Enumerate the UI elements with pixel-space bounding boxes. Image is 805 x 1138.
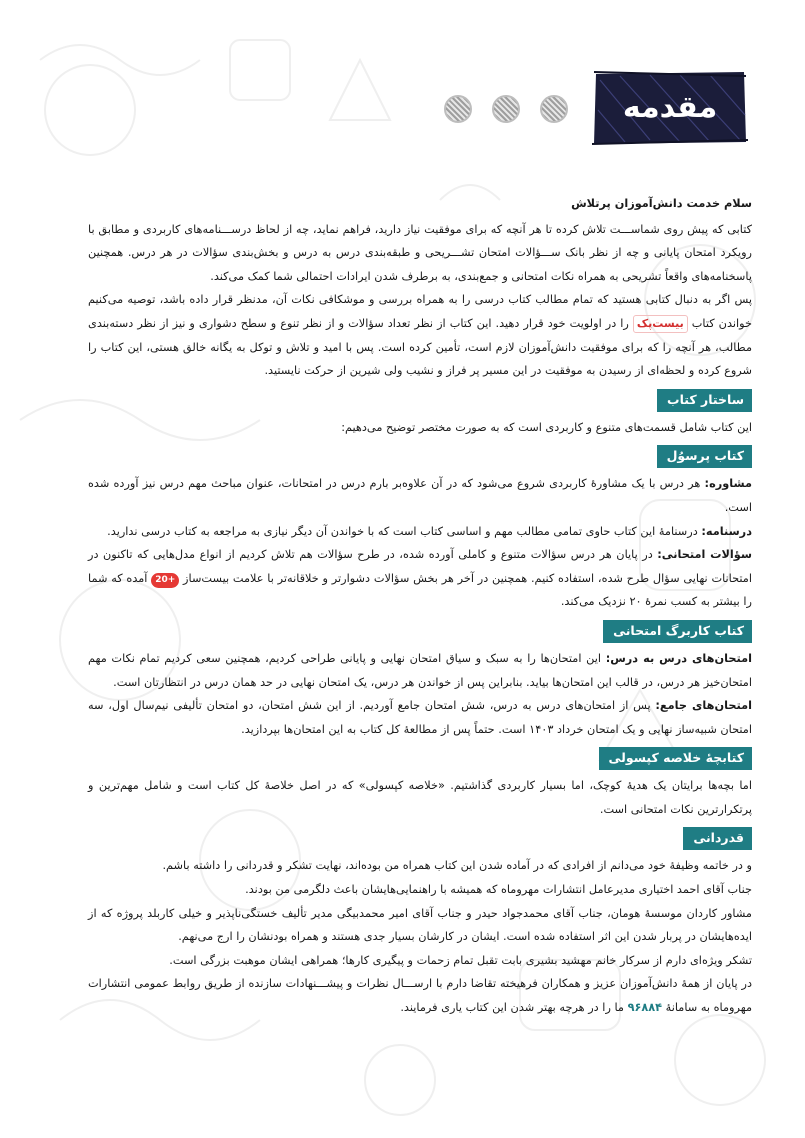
plus-twenty-badge-icon: +20: [151, 573, 179, 588]
heading-thanks: قدردانی: [683, 827, 752, 850]
term: امتحان‌های درس به درس:: [605, 651, 752, 665]
dot-icon: [492, 95, 520, 123]
booklet-text: اما بچه‌ها برایتان یک هدیهٔ کوچک، اما بسیار کاربردی گذاشتیم. «خلاصه کپسولی» که در اصل خلاصهٔ کل کتاب است و شامل مهم‌ترین و پرتکرارترین نکات امتحانی است.: [88, 779, 752, 816]
sms-number: ۹۶۸۸۴: [627, 1001, 663, 1015]
term-text-2: آمده که شما را بیشتر به کسب نمرهٔ ۲۰ نزدیک می‌کند.: [88, 571, 752, 609]
section-title-badge: [590, 70, 750, 145]
dot-icon: [540, 95, 568, 123]
book2-item-lesson-exams: [88, 647, 752, 694]
term-text: در پایان هر درس سؤالات متنوع و کاملی آورده شده، در طرح سؤالات هم تلاش کردیم از انواع مدل‌هایی که تاکنون در امتحانات نهایی سؤال طرح شده، استفاده کنیم. همچنین در آخر هر بخش سؤالات دشوارتر و خلاقانه‌تر با علامت بیست‌ساز: [88, 548, 752, 585]
term: امتحان‌های جامع:: [655, 699, 752, 713]
heading-booklet: کتابچهٔ خلاصه کپسولی: [599, 747, 752, 770]
term-text: درسنامهٔ این کتاب حاوی تمامی مطالب مهم و اساسی کتاب است که با خواندن آن دیگر نیازی به مراجعه به کتاب درسی ندارید.: [107, 524, 702, 538]
thanks-line: و در خاتمه وظیفهٔ خود می‌دانم از افرادی که در آماده شدن این کتاب همراه من بوده‌اند، نهایت تشکر و قدردانی را داشته باشم.: [162, 859, 752, 873]
greeting: سلام خدمت دانش‌آموزان پرتلاش: [571, 197, 752, 210]
book-logo-icon: بیست‌پک: [633, 315, 688, 333]
intro-paragraph-2: [88, 288, 752, 382]
thanks-line: تشکر ویژه‌ای دارم از سرکار خانم مهشید بشیری بابت تقبل تمام زحمات و پیگیری کارها؛ همراهی ایشان موهبت بزرگی است.: [169, 953, 752, 967]
term: سؤالات امتحانی:: [657, 548, 752, 562]
term-text: هر درس با یک مشاورهٔ کاربردی شروع می‌شود که در آن علاوه‌بر بارم درس در امتحانات، عنوان مباحث مهم درس نیز آورده شده است.: [88, 477, 752, 514]
book2-item-comprehensive: [88, 694, 752, 741]
thanks-line: مشاور کاردان موسسهٔ هومان، جناب آقای محمدجواد حیدر و جناب آقای امیر محمدبیگی مدیر تألیف خستگی‌ناپذیر و خیلی کاربلد پروژه که از ایده‌هایشان در پربار شدن این اثر استفاده شده است. ایشان در کارشان بسیار جدی هستند و همراه بودنشان را ارج می‌نهم.: [88, 906, 752, 944]
book1-item-questions: [88, 543, 752, 614]
thanks-line: جناب آقای احمد اختیاری مدیرعامل انتشارات مهروماه که همیشه با راهنمایی‌هایشان باعث دلگرمی من بودند.: [245, 883, 752, 897]
intro-paragraph-1: کتابی که پیش روی شماســـت تلاش کرده تا هر آنچه که برای موفقیت نیاز دارید، فراهم نماید، چه از لحاظ درســـنامه‌های کاربردی و مطابق با رویکرد امتحان پایانی و چه از نظر بانک ســـؤالات امتحان تشـــریحی و طبقه‌بندی درس به درس و بخش‌بندی سؤالات در هر درس. همچنین پاسخنامه‌های واقعاً تشریحی به همراه نکات امتحانی و جمع‌بندی، به برطرف شدن ایرادات احتمالی شما کمک می‌کند.: [88, 222, 752, 283]
heading-structure: ساختار کتاب: [657, 389, 752, 412]
heading-book1: کتاب پرسوُل: [657, 445, 752, 468]
structure-text: این کتاب شامل قسمت‌های متنوع و کاربردی است که به صورت مختصر توضیح می‌دهیم:: [341, 420, 752, 434]
term: مشاوره:: [704, 477, 752, 491]
thanks-final: [88, 972, 752, 1019]
term: درسنامه:: [701, 524, 752, 538]
book1-item-counseling: [88, 472, 752, 519]
page-title: مقدمه: [622, 90, 718, 125]
intro-paragraph-2-part1: پس اگر به دنبال کتابی هستید که تمام مطالب کتاب درسی را به همراه بررسی و موشکافی نکات آن، مدنظر قرار داده باشد، توصیه می‌کنیم خواندن کتاب: [88, 293, 753, 330]
thanks-final-part1: در پایان از همهٔ دانش‌آموزان عزیز و همکاران فرهیخته تقاضا دارم با ارســـال نظرات و پیشـــنهادات سازنده از طریق روابط عمومی انتشارات مهروماه به سامانهٔ: [88, 977, 752, 1015]
term-text: پس از امتحان‌های درس به درس، شش امتحان جامع آوردیم. از این شش امتحان، دو امتحان تألیفی نیم‌سال اول، سه امتحان شبیه‌ساز نهایی و یک امتحان خرداد ۱۴۰۳ است. حتماً پس از مطالعهٔ کل کتاب به این امتحان‌ها بپردازید.: [88, 699, 752, 736]
term-text: این امتحان‌ها را به سبک و سیاق امتحان نهایی و پایانی طراحی کردیم، همچنین سعی کردیم تمام نکات مهم امتحان‌خیز هر درس، در قالب این امتحان‌ها بیاید. بنابراین پس از خواندن هر درس، یک امتحان نهایی در حد همان درس در انتظارتان است.: [88, 651, 752, 689]
decorative-dots: [440, 95, 580, 123]
intro-paragraph-2-part2: را در اولویت خود قرار دهید. این کتاب از نظر تعداد سؤالات و از نظر تنوع و سطح دشواری و نیز از نظر دسته‌بندی مطالب، هر آنچه را که برای موفقیت دانش‌آموزان لازم است، تأمین کرده است. پس با امید و تلاش و توکل به یگانه خالق هستی، این کتاب را شروع کرده و لحظه‌ای از رسیدن به موفقیت در این مسیر پر فراز و نشیب ولی شیرین از حرکت نایستید.: [88, 316, 752, 378]
intro-content: [88, 192, 752, 1020]
thanks-final-part2: ما را در هرچه بهتر شدن این کتاب یاری فرمایند.: [400, 1001, 624, 1015]
dot-icon: [444, 95, 472, 123]
book1-item-lesson: [88, 520, 752, 544]
heading-book2: کتاب کاربرگ امتحانی: [603, 620, 752, 643]
